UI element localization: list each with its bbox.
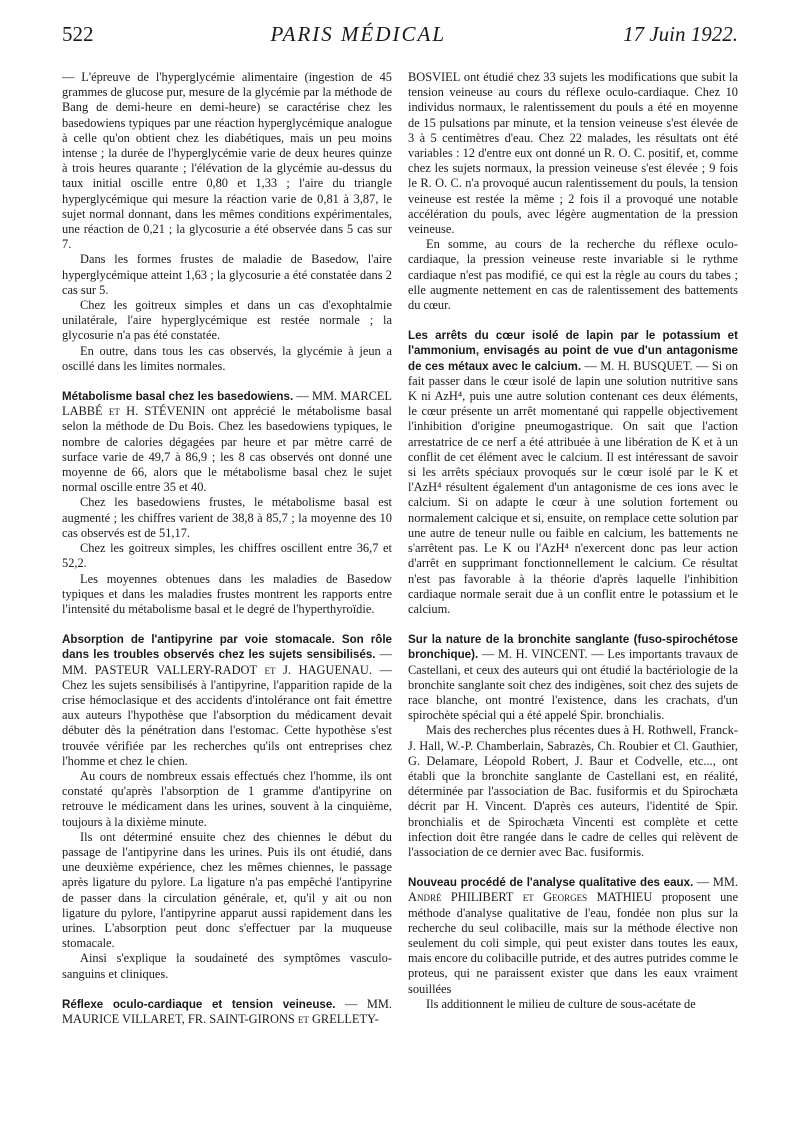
section-title: Nouveau procédé de l'analyse qualitative des eaux.	[408, 876, 694, 890]
paragraph: ont apprécié le métabolisme basal selon la méthode de Du Bois. Chez les basedowiens typiques, le nombre de calories dégagées par heure et par mètre carré de surface varie de 49,7 à 86,9 ; les 8 cas observés ont donné une moyenne de 66, alors que le métabolisme basal chez le sujet normal oscille entre 35 et 40.	[62, 404, 392, 495]
paragraph: proposent une méthode d'analyse qualitative de l'eau, fondée non plus sur la recherche du seul colibacille, mais sur la méthode élective non seulement du coli simple, qui peut exister dans toutes les eaux, mais encore du colibacille putride, et des autres putrides comme le proteus, qui ne paraissent exister que dans les eaux vraiment souillées	[408, 890, 738, 996]
paragraph: Dans les formes frustes de maladie de Basedow, l'aire hyperglycémique atteint 1,63 ; la glycosurie a été constatée dans 2 cas sur 5.	[62, 252, 392, 297]
page-number: 522	[62, 22, 94, 46]
section-arrets-coeur	[408, 328, 738, 617]
right-column	[408, 70, 738, 1027]
section-antipyrine	[62, 632, 392, 769]
paragraph: Au cours de nombreux essais effectués chez l'homme, ils ont constaté qu'après l'absorption de 1 gramme d'antipyrine on retrouve le médicament dans les urines, souvent à la cinquième, toujours à la dixième minute.	[62, 768, 392, 829]
paragraph: — Si on fait passer dans le cœur isolé de lapin une solution nutritive sans K ni AzH⁴, puis une autre solution contenant ces deux éléments, le cœur présente un arrêt momentané qui rappelle objectivement l'inhibition d'origine pneumogastrique. On sait que l'action arrestatrice de ce nerf a été attribuée à une libération de K et à un conflit de cet élément avec le calcium. Il est intéressant de savoir si les arrêts spéciaux provoqués sur le cœur isolé par le K et l'AzH⁴ résultent également d'un antagonisme de ces ions avec le calcium. Si on adapte le cœur à une solution fortement ou normalement calcique et si, ensuite, on remplace cette solution par une autre de teneur nulle ou faible en calcium, les battements ne s'arrêtent pas. Le K ou l'AzH⁴ n'exercent donc pas leur action d'arrêt en supprimant fonctionnellement le calcium. Ce résultat n'est pas favorable à la théorie d'après laquelle l'inhibition cardiaque normale serait due à un conflit entre le potassium et le calcium.	[408, 358, 739, 616]
paragraph: Ils additionnent le milieu de culture de sous-acétate de	[426, 996, 696, 1011]
section-authors: — M. H. BUSQUET.	[581, 358, 693, 373]
section-title: Sur la nature de la bronchite sanglante (fuso-spirochétose bronchique).	[408, 633, 738, 662]
paragraph: — L'épreuve de l'hyperglycémie alimentaire (ingestion de 45 grammes de glucose pur, mesure de la glycémie par la méthode de Bang de demi-heure en demi-heure) se caractérise chez les basedowiens typiques par une réaction hyperglycémique analogue à celle qu'on obtient chez les diabétiques, mais un peu moins intense ; la durée de l'hyperglycémie varie de deux heures quinze à trois heures quarante ; l'élévation de la glycémie au-dessus du taux initial oscille entre 0,80 et 1,33 ; l'aire du triangle hyperglycémique qui mesure la réaction varie de 0,81 à 3,87, le sujet normal donnant, dans les mêmes conditions expérimentales, une réaction de 0,21 ; la glycosurie a été observée dans 5 cas sur 7.	[62, 70, 392, 252]
paragraph: Ils ont déterminé ensuite chez des chiennes le début du passage de l'antipyrine dans les urines. Puis ils ont étudié, dans une deuxième expérience, chez les mêmes chiennes, le passage après ligature du pylore. La ligature n'a pas empêché l'antipyrine de passer dans la circulation générale, et, qu'il y ait ou non ligature du pylore, l'antipyrine apparut aussi rapidement dans les urines. L'absorption peut donc s'effectuer par la muqueuse stomacale.	[62, 829, 392, 951]
section-analyse-eaux	[408, 875, 738, 997]
section-title: Réflexe oculo-cardiaque et tension veineuse.	[62, 997, 336, 1011]
paragraph: ont étudié chez 33 sujets les modifications que subit la tension veineuse au cours du réflexe oculo-cardiaque. Chez 10 individus normaux, le ralentissement du pouls a été en moyenne de 15 pulsations par minute, et la tension veineuse s'est élevée de 3 à 5 centimètres d'eau. Chez 22 malades, les résultats ont été variables : 12 d'entre eux ont donné un R. O. C. positif, et, comme chez les sujets normaux, la pression veineuse s'est élevée ; 9 fois le R. O. C. n'a provoqué aucun ralentissement du pouls, la tension veineuse est restée la même ; 2 fois il a provoqué une notable accélération du pouls, avec légère augmentation de la pression veineuse.	[408, 70, 738, 237]
section-title: Absorption de l'antipyrine par voie stomacale. Son rôle dans les troubles observés chez les sujets sensibilisés.	[62, 633, 392, 662]
section-bronchite	[408, 632, 738, 723]
page-header	[62, 22, 738, 70]
paragraph: En somme, au cours de la recherche du réflexe oculo-cardiaque, la pression veineuse reste invariable si le rythme cardiaque n'est pas modifié, ce qui est la règle au cours du tabes ; elle augmente nettement en cas de ralentissement des battements du cœur.	[408, 237, 738, 313]
paragraph: Mais des recherches plus récentes dues à H. Rothwell, Franck-J. Hall, W.-P. Chamberlain, Sabrazès, Ch. Roubier et Cl. Gauthier, G. Delamare, Léopold Robert, J. Baur et Codvelle, etc..., ont établi que la bronchite sanglante de Castellani est, en réalité, déterminée par l'association de Bac. fusiformis et du Spirochæta décrit par H. Vincent. D'après ces auteurs, l'identité de Spir. bronchialis et de Spirochæta Vincenti est complète et cette infection doit être rangée dans le cadre de celles qui relèvent de l'association de ce dernier avec Bac. fusiformis.	[408, 723, 738, 859]
paragraph: Chez les goitreux simples et dans un cas d'exophtalmie unilatérale, l'aire hyperglycémique est restée normale ; la glycosurie n'a pas été constatée.	[62, 298, 392, 343]
section-authors: — M. H. VINCENT.	[478, 647, 588, 662]
section-title: Les arrêts du cœur isolé de lapin par le potassium et l'ammonium, envisagés au point de vue d'un antagonisme de ces métaux avec le calcium.	[408, 329, 738, 373]
paragraph: Chez les basedowiens frustes, le métabolisme basal est augmenté ; les chiffres varient de 38,8 à 85,7 ; la moyenne des 10 cas observés est de 51,17.	[62, 495, 392, 540]
left-column	[62, 70, 392, 1027]
paragraph: En outre, dans tous les cas observés, la glycémie à jeun a oscillé dans les limites normales.	[62, 343, 392, 373]
paragraph: Chez les goitreux simples, les chiffres oscillent entre 36,7 et 52,2.	[62, 541, 392, 571]
journal-title: PARIS MÉDICAL	[270, 22, 447, 46]
section-authors: — MM. PASTEUR VALLERY-RADOT et J. HAGUENAU.	[62, 647, 392, 677]
article-columns	[62, 70, 738, 1027]
paragraph: Les moyennes obtenues dans les maladies de Basedow typiques et dans les maladies frustes montrent les rapports entre l'intensité du métabolisme basal et le degré de l'hyperthyroïdie.	[62, 571, 392, 616]
section-authors: — MM. André PHILIBERT et Georges MATHIEU	[408, 875, 738, 905]
section-authors: — MM. MARCEL LABBÉ et H. STÉVENIN	[62, 389, 392, 419]
section-metabolisme	[62, 389, 392, 495]
section-authors: — MM. MAURICE VILLARET, FR. SAINT-GIRONS et GRELLETY-	[62, 996, 393, 1026]
paragraph: — Les importants travaux de Castellani, et ceux des auteurs qui ont étudié la bactériologie de la bronchite sanglante soit chez des indigènes, soit chez des sujets de race blanche, ont montré l'existence, dans les crachats, d'un spirochète spécial qui a été appelé Spir. bronchialis.	[408, 647, 738, 723]
section-title: Métabolisme basal chez les basedowiens.	[62, 390, 294, 404]
section-authors: BOSVIEL	[408, 70, 461, 84]
paragraph: Ainsi s'explique la soudaineté des symptômes vasculo-sanguins et cliniques.	[62, 951, 392, 981]
section-reflexe-continued	[408, 70, 738, 237]
paragraph: — Chez les sujets sensibilisés à l'antipyrine, l'apparition rapide de la crise hémoclasique et des accidents d'intolérance ont fait émettre aux auteurs l'hypothèse que l'absorption du médicament devait débuter dès la pénétration dans l'estomac. Cette hypothèse s'est trouvée vérifiée par les recherches qu'ils ont entreprises chez l'homme et chez le chien.	[62, 662, 392, 768]
issue-date: 17 Juin 1922.	[623, 22, 738, 46]
section-reflexe	[62, 997, 392, 1027]
